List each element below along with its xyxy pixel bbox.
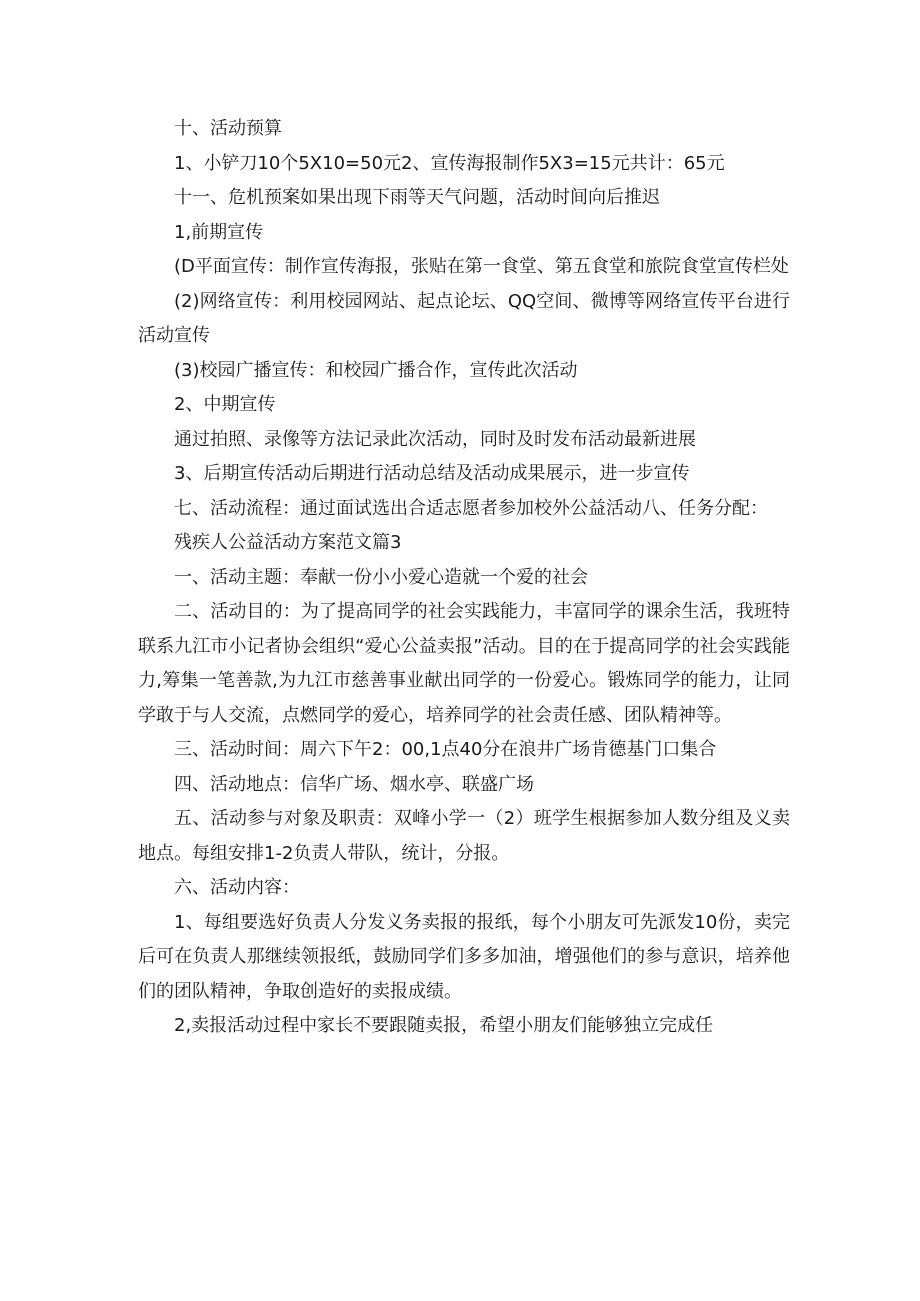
paragraph: 七、活动流程：通过面试选出合适志愿者参加校外公益活动八、任务分配： bbox=[174, 497, 768, 519]
paragraph: 3、后期宣传活动后期进行活动总结及活动成果展示，进一步宣传 bbox=[174, 463, 690, 484]
paragraph: 2,卖报活动过程中家长不要跟随卖报，希望小朋友们能够独立完成任 bbox=[174, 1015, 714, 1036]
paragraph: 四、活动地点：信华广场、烟水亭、联盛广场 bbox=[174, 773, 534, 795]
document-body bbox=[138, 112, 790, 1044]
paragraph: 通过拍照、录像等方法记录此次活动，同时及时发布活动最新进展 bbox=[174, 428, 696, 450]
paragraph: (D平面宣传：制作宣传海报，张贴在第一食堂、第五食堂和旅院食堂宣传栏处 bbox=[174, 256, 789, 277]
paragraph: (2)网络宣传：利用校园网站、起点论坛、QQ空间、微博等网络宣传平台进行活动宣传 bbox=[138, 290, 790, 346]
paragraph: 三、活动时间：周六下午2：00,1点40分在浪井广场肯德基门口集合 bbox=[174, 739, 717, 760]
paragraph: 1,前期宣传 bbox=[174, 221, 264, 243]
paragraph: 十一、危机预案如果出现下雨等天气问题，活动时间向后推迟 bbox=[174, 187, 660, 208]
paragraph: 十、活动预算 bbox=[174, 118, 282, 139]
paragraph: 2、中期宣传 bbox=[174, 394, 276, 415]
paragraph: 一、活动主题：奉献一份小小爱心造就一个爱的社会 bbox=[174, 566, 588, 588]
paragraph: 1、每组要选好负责人分发义务卖报的报纸，每个小朋友可先派发10份，卖完后可在负责人那继续领报纸，鼓励同学们多多加油，增强他们的参与意识，培养他们的团队精神，争取创造好的卖报成绩。 bbox=[138, 911, 790, 1002]
paragraph: 五、活动参与对象及职责：双峰小学一（2）班学生根据参加人数分组及义卖地点。每组安排1-2负责人带队，统计，分报。 bbox=[138, 808, 790, 864]
paragraph: 1、小铲刀10个5X10=50元2、宣传海报制作5X3=15元共计：65元 bbox=[174, 152, 725, 174]
paragraph: 残疾人公益活动方案范文篇3 bbox=[174, 532, 402, 553]
paragraph: (3)校园广播宣传：和校园广播合作，宣传此次活动 bbox=[174, 359, 578, 381]
paragraph: 二、活动目的：为了提高同学的社会实践能力，丰富同学的课余生活，我班特联系九江市小记者协会组织“爱心公益卖报”活动。目的在于提高同学的社会实践能力,筹集一笔善款,为九江市慈善事业献出同学的一份爱心。锻炼同学的能力，让同学敢于与人交流，点燃同学的爱心，培养同学的社会责任感、团队精神等。 bbox=[138, 601, 790, 726]
paragraph: 六、活动内容： bbox=[174, 877, 300, 898]
